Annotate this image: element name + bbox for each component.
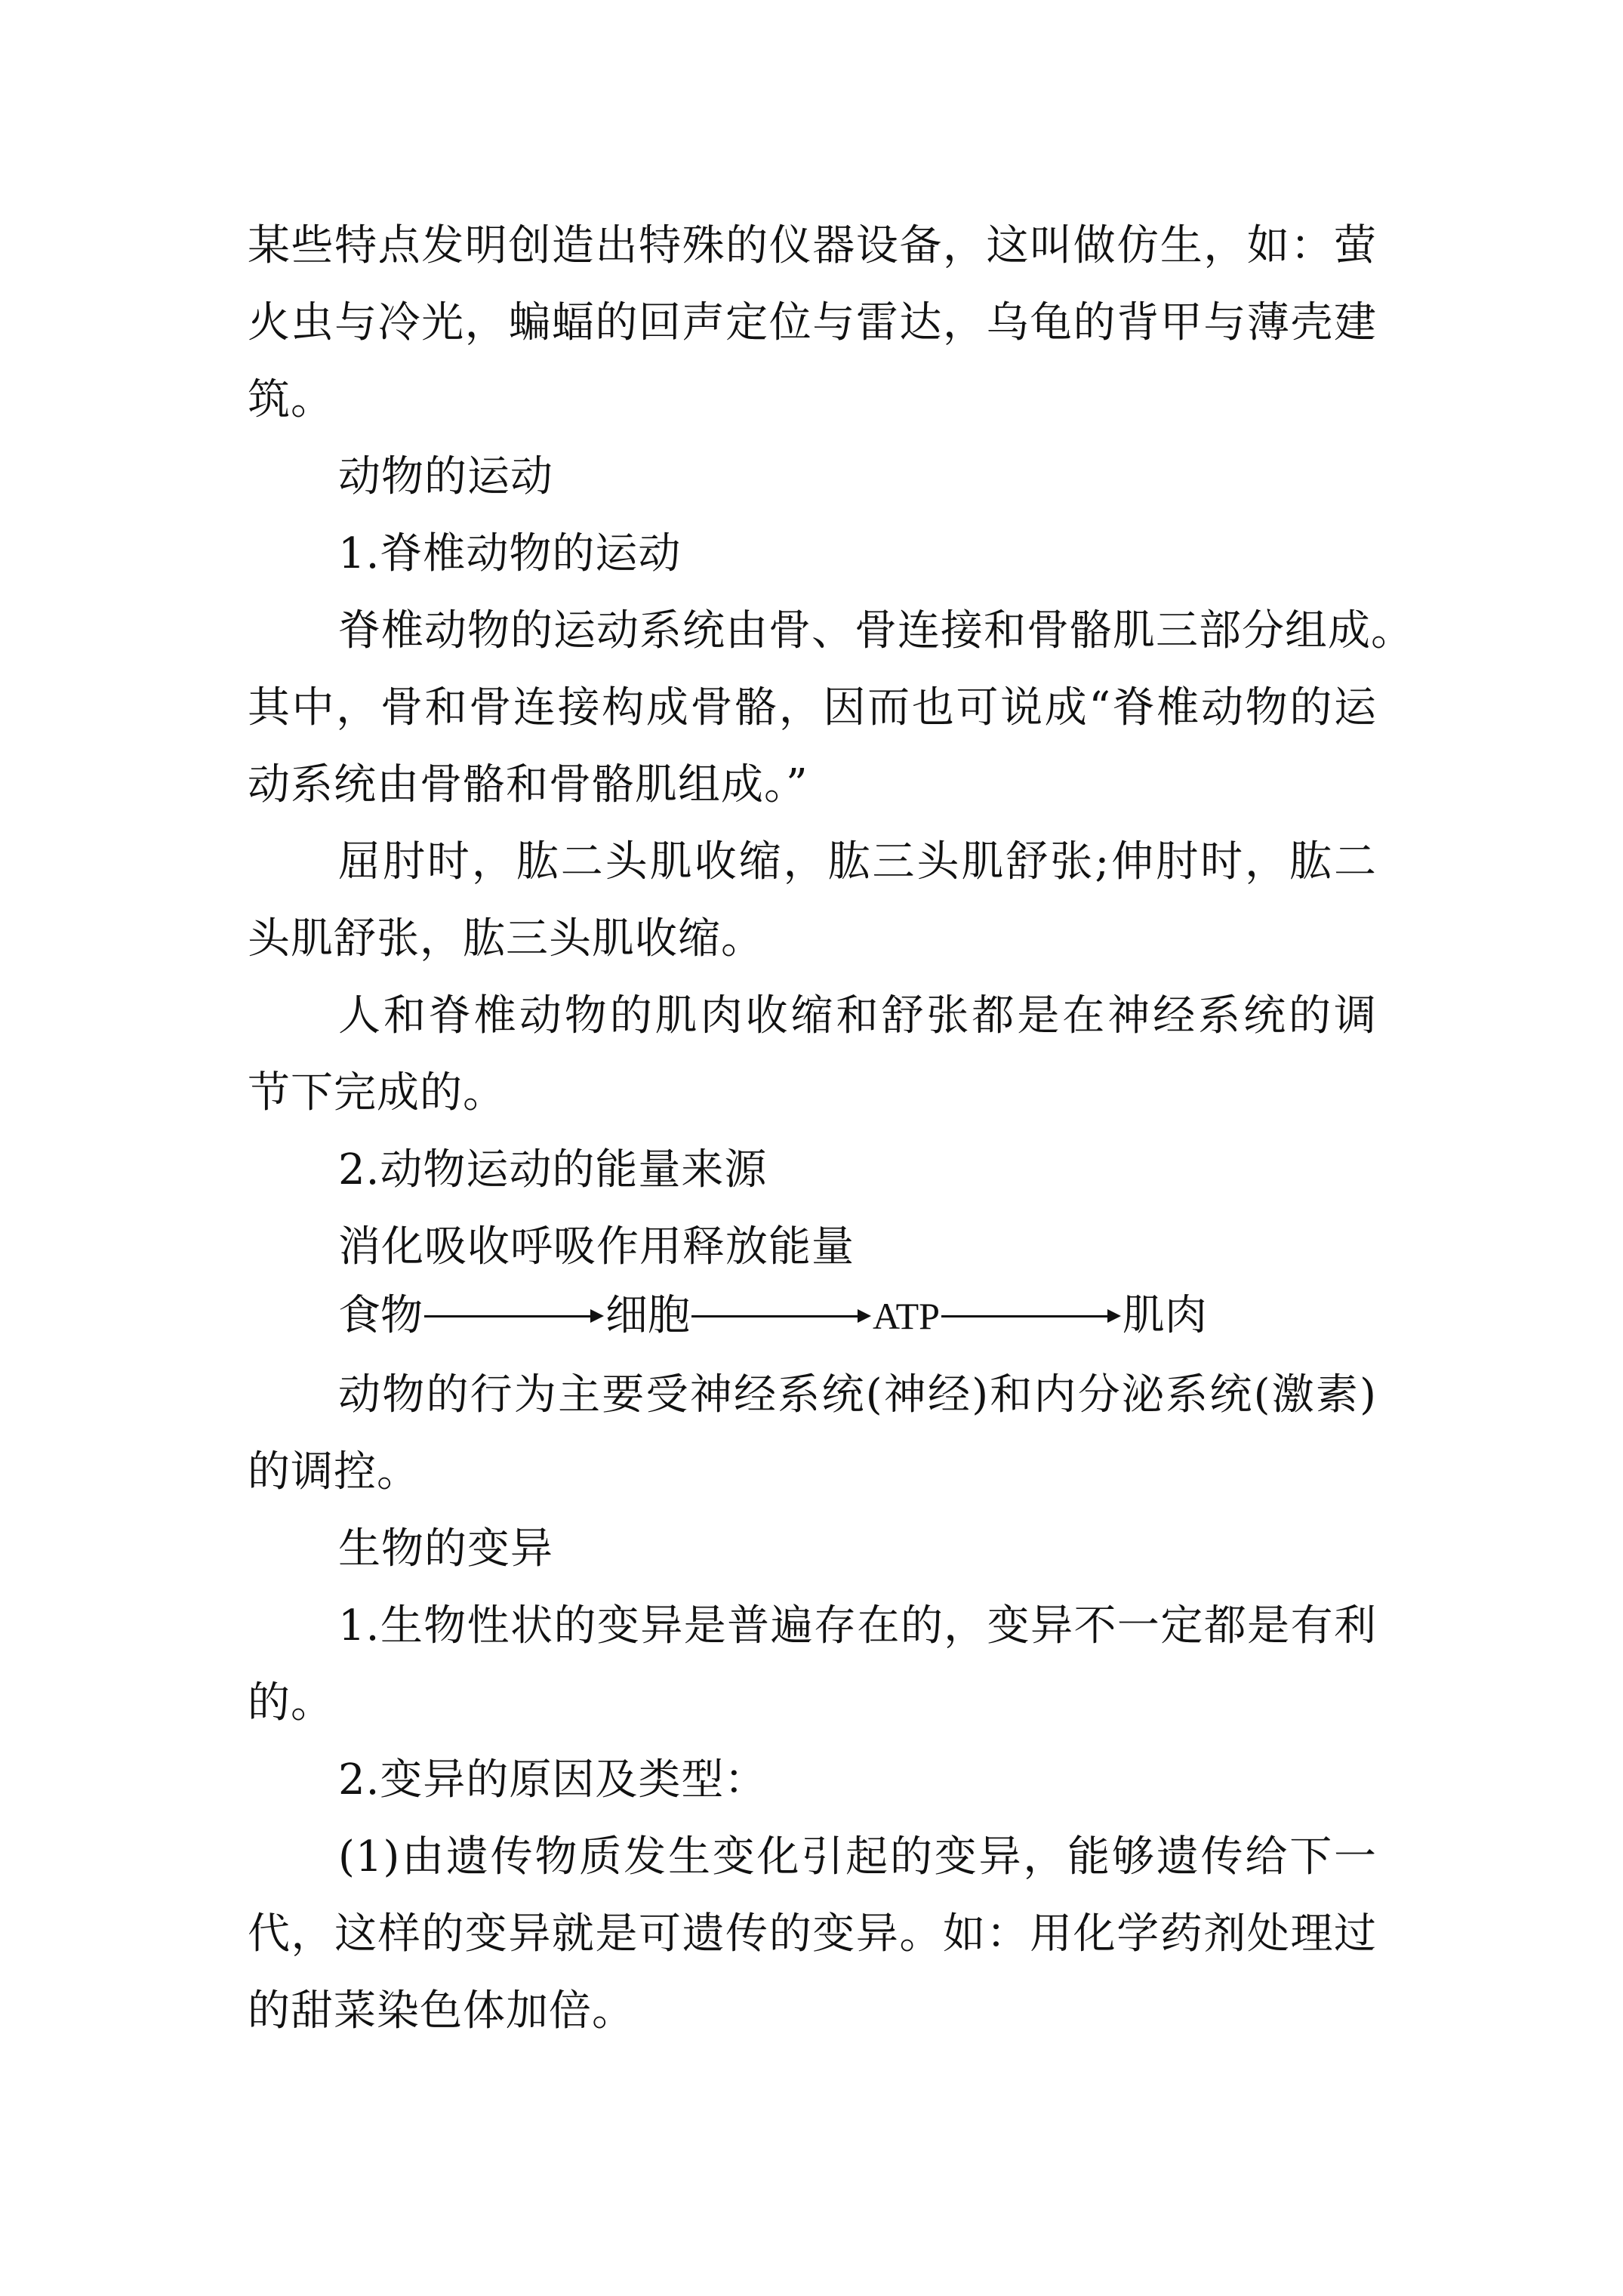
section-heading-variation: 生物的变异 <box>338 1524 553 1573</box>
energy-flow-atp: ATP <box>873 1295 940 1337</box>
subheading-energy-source: 2.动物运动的能量来源 <box>338 1145 768 1194</box>
right-arrow-icon <box>941 1314 1121 1318</box>
paragraph-elbow-line-1: 屈肘时，肱二头肌收缩，肱三头肌舒张;伸肘时，肱二 <box>338 837 1377 886</box>
paragraph-bionics-line-2: 火虫与冷光，蝙蝠的回声定位与雷达，乌龟的背甲与薄壳建 <box>248 298 1377 347</box>
paragraph-elbow-line-2: 头肌舒张，肱三头肌收缩。 <box>248 914 764 963</box>
paragraph-variation-universal-line-2: 的。 <box>248 1678 334 1727</box>
energy-flow-caption: 消化吸收呼吸作用释放能量 <box>338 1222 855 1271</box>
paragraph-nervous-control-line-1: 人和脊椎动物的肌肉收缩和舒张都是在神经系统的调 <box>338 991 1377 1040</box>
right-arrow-icon <box>691 1314 871 1318</box>
paragraph-bionics-line-3: 筑。 <box>248 375 334 424</box>
paragraph-behavior-control-line-2: 的调控。 <box>248 1447 420 1496</box>
paragraph-motor-system-line-3: 动系统由骨骼和骨骼肌组成。” <box>248 760 808 809</box>
subheading-variation-causes: 2.变异的原因及类型： <box>338 1755 768 1804</box>
paragraph-behavior-control-line-1: 动物的行为主要受神经系统(神经)和内分泌系统(激素) <box>338 1370 1377 1419</box>
energy-flow-food: 食物 <box>338 1291 423 1340</box>
paragraph-motor-system-line-2: 其中，骨和骨连接构成骨骼，因而也可说成“脊椎动物的运 <box>248 683 1377 732</box>
right-arrow-icon <box>424 1314 604 1318</box>
paragraph-nervous-control-line-2: 节下完成的。 <box>248 1068 506 1117</box>
subheading-vertebrate-motion: 1.脊椎动物的运动 <box>338 529 682 578</box>
paragraph-heritable-variation-line-3: 的甜菜染色体加倍。 <box>248 1986 635 2036</box>
paragraph-motor-system-line-1: 脊椎动物的运动系统由骨、骨连接和骨骼肌三部分组成。 <box>338 606 1414 655</box>
paragraph-heritable-variation-line-1: (1)由遗传物质发生变化引起的变异，能够遗传给下一 <box>338 1832 1377 1881</box>
paragraph-bionics-line-1: 某些特点发明创造出特殊的仪器设备，这叫做仿生，如：萤 <box>248 221 1377 270</box>
energy-flow-cell: 细胞 <box>605 1291 690 1340</box>
energy-flow-diagram <box>338 1290 1207 1342</box>
energy-flow-muscle: 肌肉 <box>1122 1291 1207 1340</box>
paragraph-variation-universal-line-1: 1.生物性状的变异是普遍存在的，变异不一定都是有利 <box>338 1601 1377 1650</box>
section-heading-animal-motion: 动物的运动 <box>338 452 553 501</box>
paragraph-heritable-variation-line-2: 代，这样的变异就是可遗传的变异。如：用化学药剂处理过 <box>248 1909 1377 1959</box>
